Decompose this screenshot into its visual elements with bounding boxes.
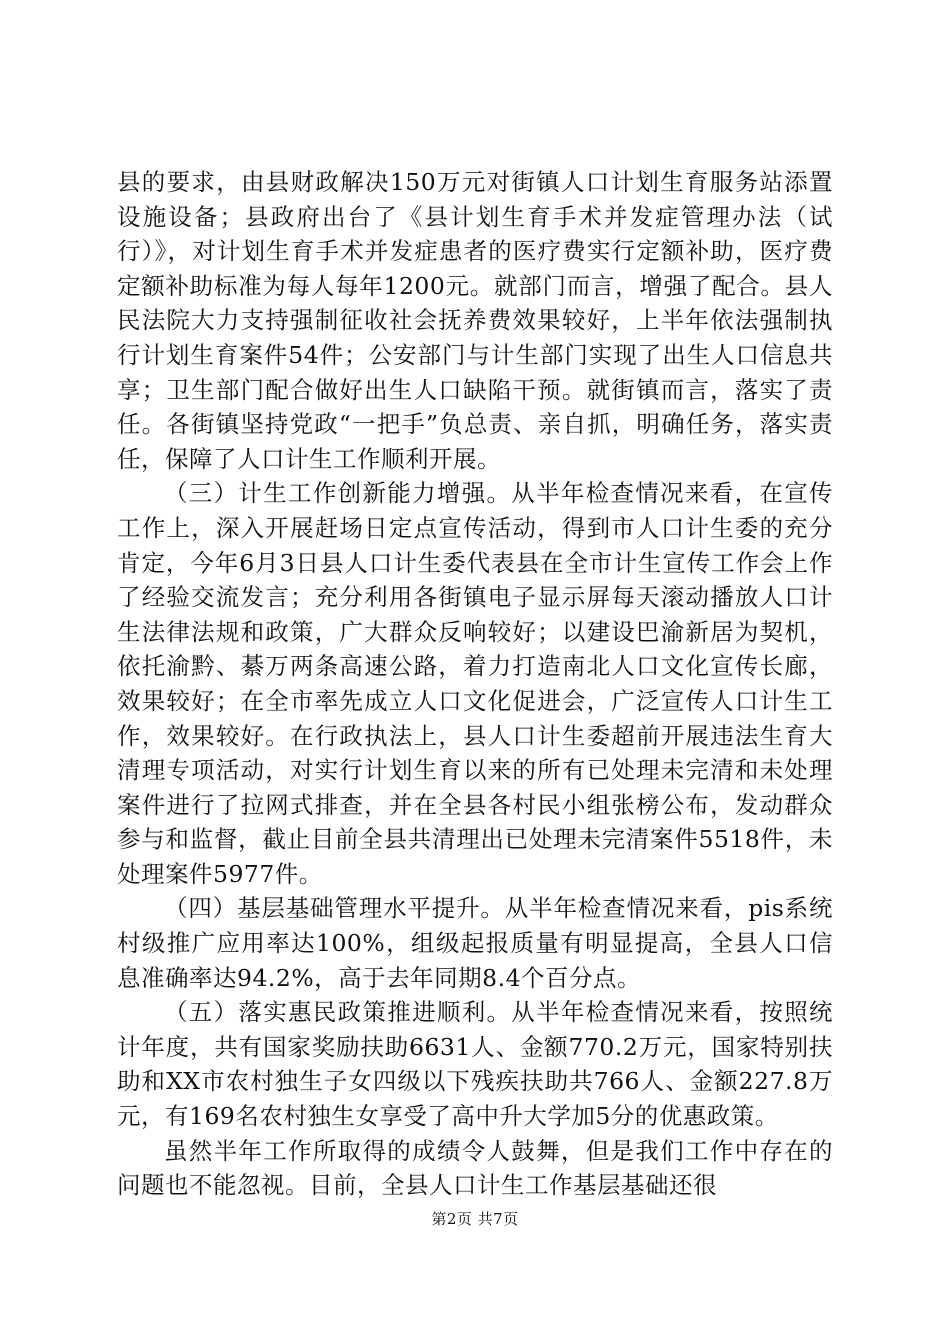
page-footer: 第2页 共7页 xyxy=(431,1210,519,1228)
paragraph-2: （三）计生工作创新能力增强。从半年检查情况来看，在宣传工作上，深入开展赶场日定点宣传活动，得到市人口计生委的充分肯定，今年6月3日县人口计生委代表县在全市计生宣传工作会上作了经验交流发言；充分利用各街镇电子显示屏每天滚动播放人口计生法律法规和政策，广大群众反响较好；以建设巴渝新居为契机，依托渝黔、綦万两条高速公路，着力打造南北人口文化宣传长廊，效果较好；在全市率先成立人口文化促进会，广泛宣传人口计生工作，效果较好。在行政执法上，县人口计生委超前开展违法生育大清理专项活动，对实行计划生育以来的所有已处理未完清和未处理案件进行了拉网式排查，并在全县各村民小组张榜公布，发动群众参与和监督，截止目前全县共清理出已处理未完清案件5518件，未处理案件5977件。 xyxy=(117,479,833,888)
paragraph-5: 虽然半年工作所取得的成绩令人鼓舞，但是我们工作中存在的问题也不能忽视。目前，全县人口计生工作基层基础还很 xyxy=(117,1136,833,1200)
paragraph-4: （五）落实惠民政策推进顺利。从半年检查情况来看，按照统计年度，共有国家奖励扶助6631人、金额770.2万元，国家特别扶助和XX市农村独生子女四级以下残疾扶助共766人、金额227.8万元，有169名农村独生女享受了高中升大学加5分的优惠政策。 xyxy=(117,998,833,1131)
document-body xyxy=(117,165,833,1203)
paragraph-3: （四）基层基础管理水平提升。从半年检查情况来看，pis系统村级推广应用率达100%，组级起报质量有明显提高，全县人口信息准确率达94.2%，高于去年同期8.4个百分点。 xyxy=(117,894,833,992)
paragraph-1: 县的要求，由县财政解决150万元对街镇人口计划生育服务站添置设施设备；县政府出台了《县计划生育手术并发症管理办法（试行）》，对计划生育手术并发症患者的医疗费实行定额补助，医疗费定额补助标准为每人每年1200元。就部门而言，增强了配合。县人民法院大力支持强制征收社会抚养费效果较好，上半年依法强制执行计划生育案件54件；公安部门与计生部门实现了出生人口信息共享；卫生部门配合做好出生人口缺陷干预。就街镇而言，落实了责任。各街镇坚持党政“一把手”负总责、亲自抓，明确任务，落实责任，保障了人口计生工作顺利开展。 xyxy=(117,168,833,473)
